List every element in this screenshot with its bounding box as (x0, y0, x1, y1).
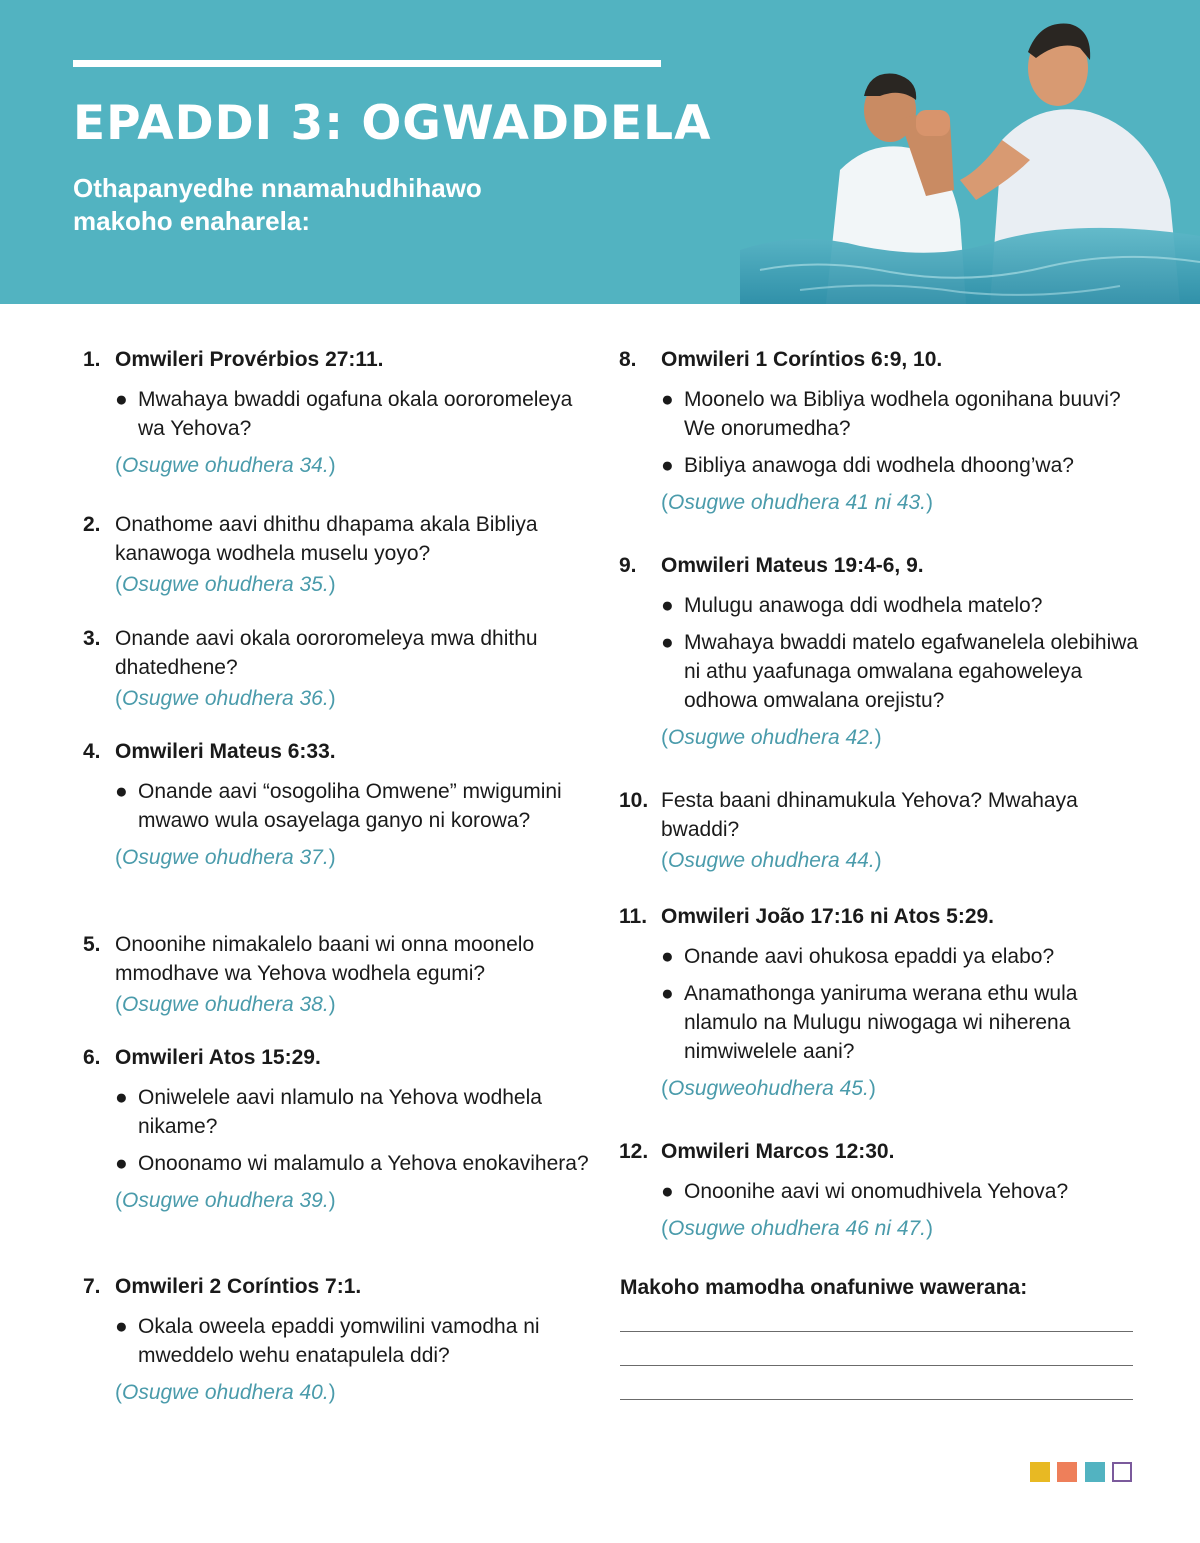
purple-outline-square-icon (1112, 1462, 1132, 1482)
notes-line (620, 1365, 1133, 1366)
study-reference: (Osugwe ohudhera 42.) (661, 726, 882, 749)
question-6 (83, 1043, 593, 1215)
baptism-illustration (740, 0, 1200, 304)
question-heading: Omwileri 2 Coríntios 7:1. (115, 1275, 362, 1298)
question-bullet: ● Onoonamo wi malamulo a Yehova enokavihera? (115, 1149, 593, 1178)
question-text: Onathome aavi dhithu dhapama akala Bibliya kanawoga wodhela muselu yoyo? (115, 513, 538, 565)
question-5 (83, 930, 593, 1019)
question-bullet: ● Onande aavi “osogoliha Omwene” mwigumini mwawo wula osayelaga ganyo ni korowa? (115, 777, 593, 835)
bullet-icon: ● (115, 1086, 128, 1109)
question-number: 6. (83, 1046, 101, 1069)
question-number: 5. (83, 933, 101, 956)
question-12 (619, 1137, 1139, 1243)
orange-square-icon (1057, 1462, 1077, 1482)
study-reference: (Osugwe ohudhera 35.) (115, 573, 336, 596)
question-bullet: ● Okala oweela epaddi yomwilini vamodha ni mweddelo wehu enatapulela ddi? (115, 1312, 593, 1370)
question-heading: Omwileri João 17:16 ni Atos 5:29. (661, 905, 995, 928)
page-title: EPADDI 3: OGWADDELA (73, 96, 712, 151)
question-bullet: ● Onoonihe aavi wi onomudhivela Yehova? (661, 1177, 1139, 1206)
notes-label: Makoho mamodha onafuniwe wawerana: (620, 1276, 1028, 1299)
notes-line (620, 1331, 1133, 1332)
question-8 (619, 345, 1139, 517)
question-number: 10. (619, 789, 649, 812)
question-bullet: ● Bibliya anawoga ddi wodhela dhoong’wa? (661, 451, 1139, 480)
bullet-icon: ● (115, 1315, 128, 1338)
question-bullet: ● Oniwelele aavi nlamulo na Yehova wodhela nikame? (115, 1083, 593, 1141)
question-bullet: ● Anamathonga yaniruma werana ethu wula nlamulo na Mulugu niwogaga wi niherena nimwiwelele aani? (661, 979, 1139, 1066)
question-text: Onande aavi okala oororomeleya mwa dhithu dhatedhene? (115, 627, 538, 679)
question-11 (619, 902, 1139, 1103)
question-number: 1. (83, 348, 101, 371)
question-number: 4. (83, 740, 101, 763)
bullet-icon: ● (661, 945, 674, 968)
yellow-square-icon (1030, 1462, 1050, 1482)
question-number: 7. (83, 1275, 101, 1298)
study-reference: (Osugwe ohudhera 44.) (661, 849, 882, 872)
question-bullet: ● Onande aavi ohukosa epaddi ya elabo? (661, 942, 1139, 971)
bullet-icon: ● (661, 454, 674, 477)
header-rule (73, 60, 661, 67)
question-bullet: ● Mwahaya bwaddi ogafuna okala oororomeleya wa Yehova? (115, 385, 593, 443)
bullet-icon: ● (661, 594, 674, 617)
study-reference: (Osugwe ohudhera 38.) (115, 993, 336, 1016)
question-4 (83, 737, 593, 872)
bullet-icon: ● (661, 631, 674, 654)
page-subtitle: Othapanyedhe nnamahudhihawo makoho enaharela: (73, 173, 482, 236)
bullet-icon: ● (661, 388, 674, 411)
question-9 (619, 551, 1139, 752)
question-heading: Omwileri Marcos 12:30. (661, 1140, 895, 1163)
study-reference: (Osugwe ohudhera 36.) (115, 687, 336, 710)
question-1 (83, 345, 593, 480)
question-text: Festa baani dhinamukula Yehova? Mwahaya bwaddi? (661, 789, 1078, 841)
question-10 (619, 786, 1139, 875)
question-heading: Omwileri Mateus 19:4-6, 9. (661, 554, 924, 577)
bullet-icon: ● (115, 780, 128, 803)
notes-line (620, 1399, 1133, 1400)
question-heading: Omwileri Provérbios 27:11. (115, 348, 384, 371)
question-3 (83, 624, 593, 713)
bullet-icon: ● (115, 388, 128, 411)
question-text: Onoonihe nimakalelo baani wi onna moonelo mmodhave wa Yehova wodhela egumi? (115, 933, 535, 985)
question-7 (83, 1272, 593, 1407)
bullet-icon: ● (115, 1152, 128, 1175)
question-number: 3. (83, 627, 101, 650)
study-reference: (Osugwe ohudhera 41 ni 43.) (661, 491, 934, 514)
question-bullet: ● Mwahaya bwaddi matelo egafwanelela olebihiwa ni athu yaafunaga omwalana egahoweleya odhowa omwalana orejistu? (661, 628, 1139, 715)
header-banner (0, 0, 1200, 304)
study-reference: (Osugwe ohudhera 39.) (115, 1189, 336, 1212)
question-bullet: ● Moonelo wa Bibliya wodhela ogonihana buuvi? We onorumedha? (661, 385, 1139, 443)
question-bullet: ● Mulugu anawoga ddi wodhela matelo? (661, 591, 1139, 620)
teal-square-icon (1085, 1462, 1105, 1482)
study-reference: (Osugweohudhera 45.) (661, 1077, 876, 1100)
question-heading: Omwileri Mateus 6:33. (115, 740, 336, 763)
question-number: 12. (619, 1140, 649, 1163)
question-heading: Omwileri Atos 15:29. (115, 1046, 321, 1069)
study-reference: (Osugwe ohudhera 37.) (115, 846, 336, 869)
study-reference: (Osugwe ohudhera 46 ni 47.) (661, 1217, 934, 1240)
study-reference: (Osugwe ohudhera 34.) (115, 454, 336, 477)
bullet-icon: ● (661, 1180, 674, 1203)
study-reference: (Osugwe ohudhera 40.) (115, 1381, 336, 1404)
question-number: 8. (619, 348, 637, 371)
bullet-icon: ● (661, 982, 674, 1005)
question-number: 2. (83, 513, 101, 536)
question-number: 11. (619, 905, 648, 928)
question-2 (83, 510, 593, 599)
question-heading: Omwileri 1 Coríntios 6:9, 10. (661, 348, 943, 371)
question-number: 9. (619, 554, 637, 577)
